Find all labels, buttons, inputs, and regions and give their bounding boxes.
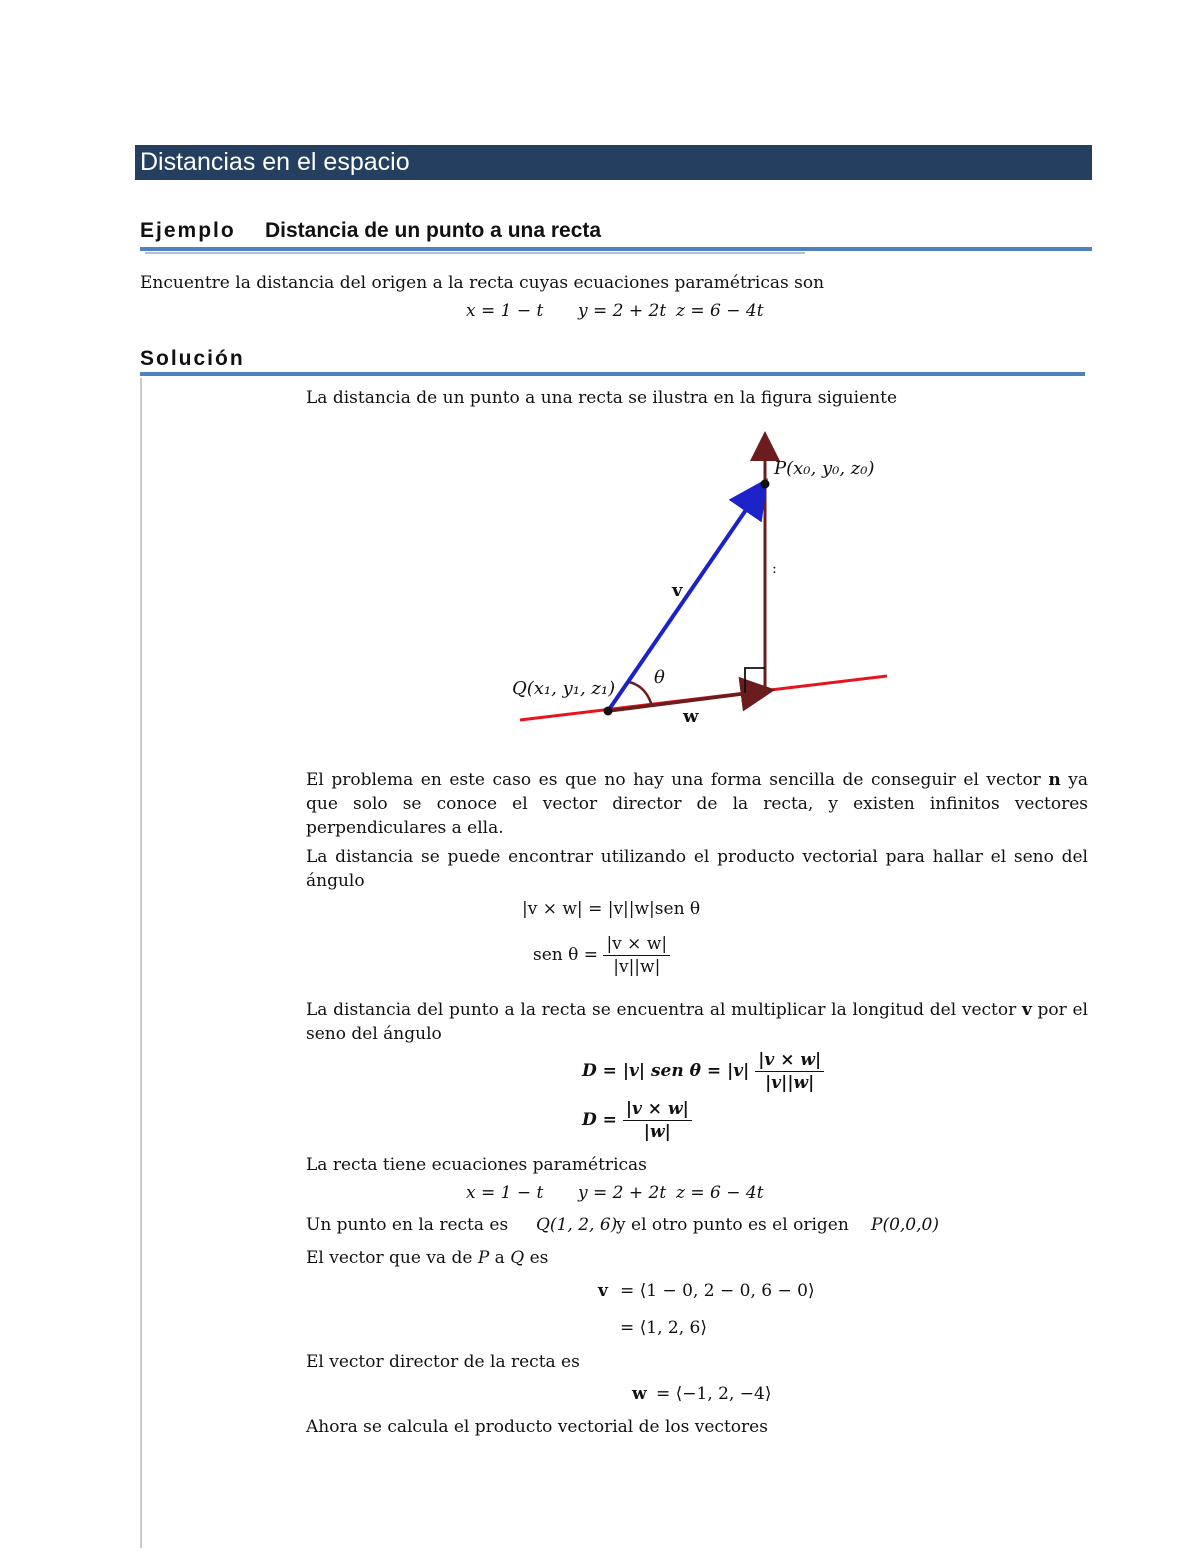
example-label: Ejemplo <box>140 219 236 242</box>
equation-3-denominator: |v||w| <box>765 1073 815 1093</box>
paragraph-1-text-a: El problema en este caso es que no hay una forma sencilla de conseguir el vector <box>306 770 1049 790</box>
point-p <box>761 480 770 489</box>
paragraph-2-text: La distancia se puede encontrar utilizando el producto vectorial para hallar el seno del ángulo <box>306 847 1088 891</box>
point-p-value: P(0,0,0) <box>871 1215 939 1235</box>
equation-3 <box>582 1050 824 1093</box>
vector-n-symbol: n <box>1048 770 1061 790</box>
paragraph-1 <box>306 768 1088 840</box>
label-q: Q(x₁, y₁, z₁) <box>512 678 616 699</box>
paragraph-5-text-a: Un punto en la recta es <box>306 1215 509 1235</box>
equation-4-numerator: |v × w| <box>623 1099 692 1121</box>
point-q-value: Q(1, 2, 6) <box>536 1215 618 1235</box>
point-q <box>604 707 613 716</box>
label-theta: θ <box>654 667 665 688</box>
equation-8-lhs: w <box>632 1384 647 1404</box>
equation-3-numerator: |v × w| <box>755 1050 824 1072</box>
equation-2 <box>533 934 670 977</box>
angle-arc <box>629 682 652 706</box>
right-angle-marker <box>745 668 765 693</box>
equation-3-lhs: D = |v| sen θ = |v| <box>582 1061 750 1081</box>
paragraph-3 <box>306 998 1088 1046</box>
problem-eq-x: x = 1 − t <box>466 301 544 321</box>
paragraph-6-p: P <box>477 1248 490 1268</box>
equation-3-fraction <box>755 1050 824 1093</box>
solution-intro: La distancia de un punto a una recta se ilustra en la figura siguiente <box>306 388 898 408</box>
paragraph-3-text-a: La distancia del punto a la recta se encuentra al multiplicar la longitud del vector <box>306 1000 1022 1020</box>
equation-2-lhs: sen θ = <box>533 945 599 965</box>
example-title: Distancia de un punto a una recta <box>265 219 602 242</box>
equation-8-rhs: = ⟨−1, 2, −4⟩ <box>656 1384 772 1404</box>
paragraph-4: La recta tiene ecuaciones paramétricas <box>306 1155 647 1175</box>
equation-5-z: z = 6 − 4t <box>676 1183 764 1203</box>
solution-heading: Solución <box>140 347 245 370</box>
equation-2-numerator: |v × w| <box>603 934 670 956</box>
paragraph-6-text-a: El vector que va de <box>306 1248 478 1268</box>
equation-2-fraction <box>603 934 670 977</box>
label-w: w <box>683 706 699 727</box>
distance-figure <box>0 0 1200 760</box>
paragraph-2 <box>306 845 1088 893</box>
problem-eq-y: y = 2 + 2t <box>578 301 667 321</box>
label-colon: : <box>772 561 777 577</box>
problem-statement: Encuentre la distancia del origen a la recta cuyas ecuaciones paramétricas son <box>140 273 825 293</box>
paragraph-7: El vector director de la recta es <box>306 1352 580 1372</box>
equation-7: = ⟨1, 2, 6⟩ <box>620 1318 707 1338</box>
problem-eq-z: z = 6 − 4t <box>676 301 764 321</box>
equation-5-y: y = 2 + 2t <box>578 1183 667 1203</box>
equation-6-lhs: v <box>598 1281 608 1301</box>
paragraph-5-text-b: y el otro punto es el origen <box>616 1215 849 1235</box>
paragraph-8: Ahora se calcula el producto vectorial de los vectores <box>306 1417 768 1437</box>
equation-6-rhs: = ⟨1 − 0, 2 − 0, 6 − 0⟩ <box>620 1281 815 1301</box>
equation-4-lhs: D = <box>582 1110 617 1130</box>
page-title: Distancias en el espacio <box>140 148 410 176</box>
equation-4 <box>582 1099 692 1142</box>
equation-2-denominator: |v||w| <box>613 957 661 977</box>
label-v: v <box>672 580 683 601</box>
equation-4-denominator: |w| <box>643 1122 671 1142</box>
paragraph-6-text-c: es <box>524 1248 549 1268</box>
vector-v <box>608 488 761 711</box>
paragraph-3-text-b: por el seno del ángulo <box>306 1000 1088 1044</box>
paragraph-6 <box>306 1248 548 1268</box>
paragraph-6-q: Q <box>510 1248 525 1268</box>
equation-5-x: x = 1 − t <box>466 1183 544 1203</box>
paragraph-6-text-b: a <box>489 1248 511 1268</box>
equation-4-fraction <box>623 1099 692 1142</box>
paragraph-1-text-b: ya que solo se conoce el vector director de la recta, y existen infinitos vectores perpendiculares a ella. <box>306 770 1088 838</box>
label-p: P(x₀, y₀, z₀) <box>774 458 875 479</box>
equation-1: |v × w| = |v||w|sen θ <box>522 899 701 919</box>
vector-v-symbol: v <box>1021 1000 1032 1020</box>
